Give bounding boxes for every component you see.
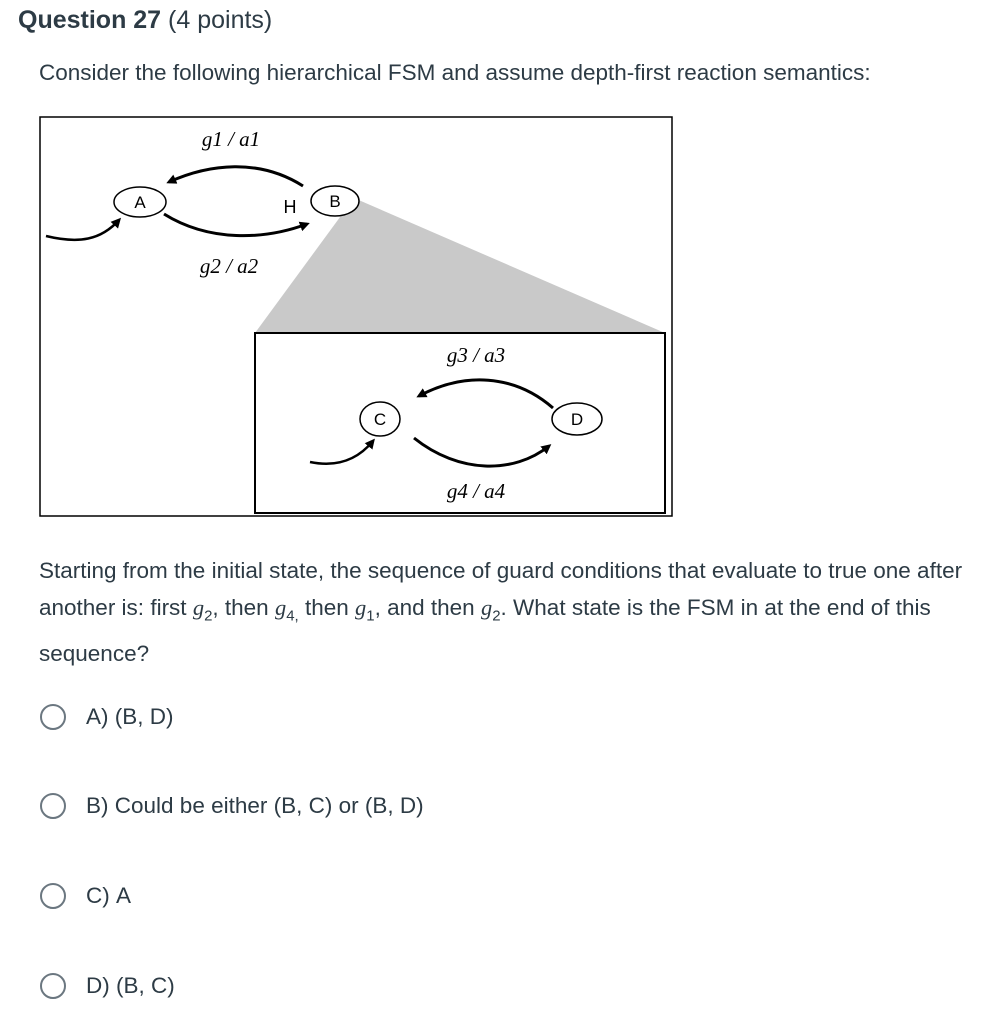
question-header	[18, 6, 272, 35]
question-intro: Consider the following hierarchical FSM and assume depth-first reaction semantics:	[39, 60, 871, 85]
option-text: Could be either (B, C) or (B, D)	[114, 793, 424, 818]
option-c[interactable]	[40, 883, 131, 909]
option-letter: C)	[86, 883, 110, 908]
label-g3-a3: g3 / a3	[446, 343, 506, 367]
hierarchical-fsm-diagram	[39, 116, 674, 519]
option-letter: A)	[86, 704, 109, 729]
state-c-label: C	[373, 410, 387, 429]
radio-button-icon[interactable]	[40, 973, 66, 999]
label-g4-a4: g4 / a4	[446, 479, 506, 503]
option-text: (B, D)	[114, 704, 174, 729]
option-d[interactable]	[40, 973, 175, 999]
option-text: (B, C)	[116, 973, 175, 998]
question-points: (4 points)	[168, 6, 273, 34]
option-a[interactable]	[40, 704, 174, 730]
radio-button-icon[interactable]	[40, 883, 66, 909]
option-letter: D)	[86, 973, 110, 998]
fsm-svg	[39, 116, 674, 519]
state-d-label: D	[570, 410, 584, 429]
label-g1-a1: g1 / a1	[201, 127, 261, 151]
label-g2-a2: g2 / a2	[199, 254, 259, 278]
state-a-label: A	[134, 193, 146, 212]
option-text: A	[116, 883, 132, 908]
option-b[interactable]	[40, 793, 424, 819]
option-letter: B)	[86, 793, 109, 818]
radio-button-icon[interactable]	[40, 704, 66, 730]
state-b-label: B	[329, 192, 341, 211]
history-marker: H	[283, 197, 297, 217]
question-body: Starting from the initial state, the sequence of guard conditions that evaluate to true one after another is: first $g_2$, then $g_{4,}$ then $g_1$, and then $g_2$. What state is the FSM in at the end of this sequence?	[39, 558, 963, 666]
radio-button-icon[interactable]	[40, 793, 66, 819]
question-title: Question 27	[18, 6, 162, 34]
